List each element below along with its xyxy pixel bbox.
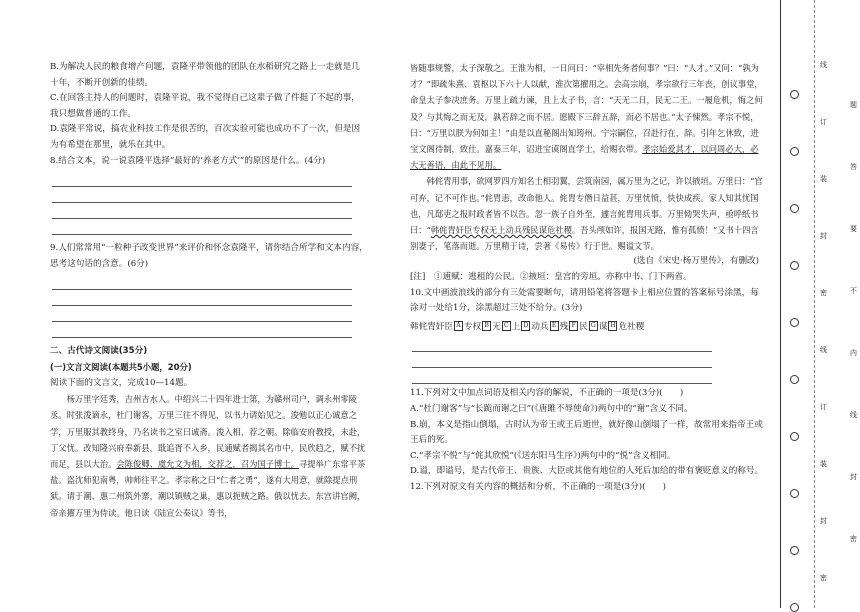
- passage-part2: 皆随事规警，太子深敬之。王淮为相，一日问曰：“宰相先务者何事？”曰：“人才。”又问：“孰为才？”即疏朱熹、袁枢以下六十人以献，淮次第擢用之。会高宗崩，孝宗欲行三年丧，创议事堂，命皇太子参决庶务。万里上疏力谏，且上太子书，言：“天无二日，民无二王。一履危机，悔之何及？与其悔之而无及，孰若辞之而不居。愿殿下三辞五辞，而必不居也。”太子悚然。孝宗不悦，曰：“万里以朕为何如主！”由是以直秘阁出知筠州。宁宗嗣位，召赴行在，辞。引年乞休致，进宝文阁待制，致仕。嘉泰三年，诏进宝谟阁直学士，给赐衣带。孝宗始爱其才，以问周必大，必大无善语，由此不见用。: [410, 63, 763, 171]
- break-text: 上: [511, 321, 521, 332]
- option-c: C.在回答主持人的问题时，袁隆平说，我不觉得自己这辈子做了件挺了不起的事，我只想做普通的工作。: [50, 93, 360, 119]
- margin-label: 线: [850, 411, 857, 419]
- answer-line[interactable]: [52, 205, 352, 219]
- binding-margin: [780, 0, 860, 608]
- margin-label: 装: [820, 460, 827, 468]
- margin-label: 密: [820, 289, 827, 297]
- margin-label: 封: [820, 232, 827, 240]
- break-text: 民: [579, 321, 588, 332]
- answer-line[interactable]: [52, 173, 352, 187]
- margin-label: 密: [850, 535, 857, 543]
- punch-circle-icon: [790, 261, 799, 270]
- margin-label: 题: [850, 101, 857, 109]
- margin-label: 要: [850, 225, 857, 233]
- answer-line[interactable]: [52, 308, 352, 322]
- break-box: D: [521, 321, 530, 331]
- right-column: [410, 60, 765, 496]
- answer-line[interactable]: [412, 338, 712, 352]
- option-b: B.为解决人民的粮食增产问题，袁隆平带领他的团队在水稻研究之路上一走就是几十年，不断开创新的佳绩。: [50, 62, 360, 88]
- question-10: 10.文中画波浪线的部分有三处需要断句，请用铅笔将答题卡上相应位置的答案标号涂黑，每涂对一处给1分，涂黑超过三处不给分。(3分): [410, 287, 759, 314]
- answer-line[interactable]: [412, 370, 712, 384]
- option-11b: B.崩，本义是指山倒塌，古时认为帝王或王后逝世，就好像山倒塌了一样，故常用来指帝王或王后的死。: [410, 419, 763, 446]
- answer-line[interactable]: [52, 292, 352, 306]
- answer-line[interactable]: [52, 189, 352, 203]
- margin-label: 订: [820, 403, 827, 411]
- question-12: 12.下列对原文有关内容的概括和分析，不正确的一项是(3分)( ): [410, 481, 666, 492]
- punch-circle-icon: [790, 489, 799, 498]
- break-text: 无: [492, 321, 501, 332]
- margin-label: 装: [820, 175, 827, 183]
- punch-circle-icon: [790, 147, 799, 156]
- margin-label: 订: [820, 118, 827, 126]
- section-heading: 二、古代诗文阅读(35分): [50, 346, 148, 357]
- break-box: C: [502, 321, 511, 331]
- punch-circle-icon: [790, 546, 799, 555]
- break-boxes: [453, 322, 618, 332]
- option-11d: D.谥，即谥号，是古代帝王、贵族、大臣或其他有地位的人死后加给的带有褒贬意义的称号。: [410, 466, 764, 477]
- underlined-sentence: 会陈俊卿、虞允文为相，交荐之，召为国子博士。: [116, 458, 299, 469]
- punch-circle-icon: [790, 90, 799, 99]
- margin-label: 答: [850, 163, 857, 171]
- option-11c: C.“孝宗不悦”与“侂其欣悦”(《送东阳马生序》)两句中的“悦”含义相同。: [410, 450, 676, 461]
- source-citation: (选自《宋史·杨万里传》，有删改): [633, 256, 759, 267]
- margin-label: 密: [820, 574, 827, 582]
- annotation-note: [注] ①逋赋：逃租的公民。②掖垣：皇宫的旁垣。亦称中书、门下两省。: [410, 272, 692, 283]
- passage-part3: 韩侂胄用事，欲网罗四方知名士相羽翼，尝筑南园，属万里为之记，许以掖垣。万里曰：“官可弃，记不可作也。”侂胄恚，改命他人。侂胄专僭日益甚，万里忧愤，快快成疾。家人知其忧国也，凡邸吏之报时政者皆不以告。忽一族子自外至，遽言侂胄用兵事。万里恸哭失声，亟呼纸书曰：“韩侂胄奸臣专权无上动兵残民谋危社稷。吾头颅如许，报国无路，惟有孤愤！”又书十四言别妻子，笔落而逝。万里精于诗，尝著《易传》行于世。赐谥文节。: [410, 176, 763, 252]
- subsection-heading: (一)文言文阅读(本题共5小题，20分): [50, 361, 192, 372]
- question-8: 8.结合文本，说一说袁隆平选择“最好的‘养老方式’”的原因是什么。(4分): [50, 155, 326, 166]
- dashed-cut-line: [814, 0, 815, 608]
- break-box: E: [550, 321, 559, 331]
- punch-circle-icon: [790, 375, 799, 384]
- break-box: B: [482, 321, 491, 331]
- answer-line[interactable]: [52, 276, 352, 290]
- break-box: H: [610, 322, 616, 330]
- left-column: [50, 60, 368, 521]
- margin-label: 内: [850, 349, 857, 357]
- answer-line[interactable]: [52, 221, 352, 235]
- break-text: 残: [559, 321, 569, 332]
- question-11: 11.下列对文中加点词语及相关内容的解说，不正确的一项是(3分)( ): [410, 388, 684, 399]
- break-box: A: [454, 321, 463, 331]
- break-box: F: [569, 321, 578, 331]
- underlined-sentence: 孝宗始爱其才，以问周必大，必大无善语，由此不见用。: [410, 144, 759, 171]
- margin-label: 封: [820, 517, 827, 525]
- passage-part1: 杨万里字廷秀，吉州吉水人。中绍兴二十四年进士第，为赣州司户，调永州零陵丞。时张浚谪永，杜门谢客，万里三往不得见，以书力请始见之。浚勉以正心诚意之学，万里服其教终身，乃名读书之室曰诚斋。浚入相，荐之朝。除临安府教授，未赴，丁父忧。改知隆兴府奉新县，戢追胥不入乡，民逋赋者揭其名市中，民欣趋之，赋不扰而足，县以大治。会陈俊卿、虞允文为相，交荐之，召为国子博士。寻提举广东常平茶盐。盗沈师犯南粤，帅师往平之。孝宗称之曰“仁者之勇”，遂有大用意，就除提点刑狱。请于潮、惠二州筑外寨，潮以镇贼之巢，惠以扼贼之路。俄以忧去。东宫讲官阙，帝亲擢万里为侍读。他日读《陆宣公奏议》等书，: [50, 394, 366, 518]
- punch-circle-icon: [790, 318, 799, 327]
- margin-label: 线: [820, 346, 827, 354]
- break-text: 专权: [463, 321, 482, 332]
- margin-label: 线: [820, 61, 827, 69]
- option-11a: A.“杜门谢客”与“长跪而谢之曰”(《唐雎不辱使命》)两句中的“谢”含义不同。: [410, 404, 693, 414]
- wavy-underlined-text: 韩侂胄奸臣专权无上动兵残民谋危社稷: [430, 225, 572, 236]
- answer-line[interactable]: [52, 324, 352, 338]
- question-9: 9.人们常常用“一粒种子改变世界”来评价和怀念袁隆平，请你结合所学和文本内容，思考这句话的含意。(6分): [50, 243, 368, 269]
- margin-label: 不: [850, 287, 857, 295]
- option-d: D.袁隆平常说，搞农业科技工作是很苦的，百次实验可能也成功不了一次，但是因为有希望在那里，就乐在其中。: [50, 124, 361, 150]
- instructions: 阅读下面的文言文，完成10—14题。: [50, 377, 193, 388]
- punch-circle-icon: [790, 432, 799, 441]
- break-box: G: [589, 321, 598, 331]
- margin-label: 封: [850, 473, 857, 481]
- answer-line[interactable]: [412, 354, 712, 368]
- punch-circle-icon: [790, 204, 799, 213]
- break-text: 动兵: [531, 321, 549, 332]
- margin-border: [780, 0, 781, 608]
- break-text: 谋: [598, 321, 608, 332]
- sentence-break-line: 韩侂胄奸臣 A 专权 B 无 C 上 D 动兵 E 残 F 民 G 谋 H 危社稷: [410, 321, 645, 332]
